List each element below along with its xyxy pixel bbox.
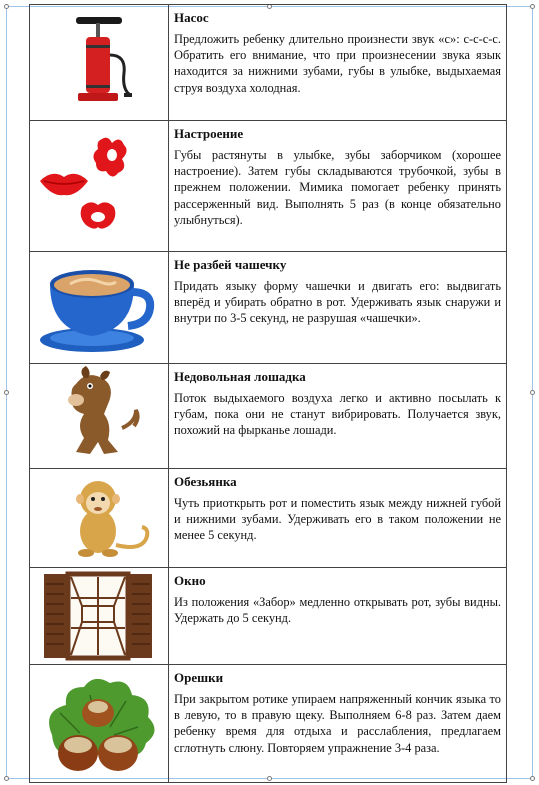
lips-icon	[30, 121, 168, 251]
exercise-text-cell	[169, 5, 507, 121]
picture-cell	[30, 364, 169, 469]
exercise-row-pump	[30, 5, 507, 121]
picture-cell	[30, 665, 169, 783]
exercise-description: Предложить ребенку длительно произнести звук «с»: с-с-с-с. Обратить его внимание, что при произнесении звука язык находится за нижними зубами, губы в улыбке, выдыхаемая струя воздуха холодная.	[174, 32, 501, 95]
picture-cell	[30, 252, 169, 364]
resize-handle-middle-left[interactable]	[4, 390, 9, 395]
picture-cell	[30, 5, 169, 121]
exercise-title: Насос	[174, 10, 209, 25]
exercise-text-cell	[169, 469, 507, 568]
exercise-description: Придать языку форму чашечки и двигать его: выдвигать вперёд и убирать обратно в рот. Удерживать язык снаружи и внутри по 3-5 секунд, не разрушая «чашечки».	[174, 279, 501, 326]
exercise-text-cell	[169, 121, 507, 252]
exercise-title: Орешки	[174, 670, 224, 685]
monkey-icon	[30, 469, 168, 567]
exercise-row-monkey	[30, 469, 507, 568]
exercise-table	[29, 4, 507, 783]
nuts-icon	[30, 665, 168, 782]
exercise-row-nuts	[30, 665, 507, 783]
exercise-description: Из положения «Забор» медленно открывать рот, зубы видны. Удержать до 5 секунд.	[174, 595, 501, 626]
exercise-row-horse	[30, 364, 507, 469]
resize-handle-middle-right[interactable]	[530, 390, 535, 395]
exercise-description: Чуть приоткрыть рот и поместить язык между нижней губой и нижними зубами. Удерживать его в таком положении не менее 5 секунд.	[174, 496, 501, 543]
resize-handle-top-left[interactable]	[4, 4, 9, 9]
exercise-row-cup	[30, 252, 507, 364]
picture-cell	[30, 121, 169, 252]
exercise-title: Не разбей чашечку	[174, 257, 287, 272]
picture-cell	[30, 469, 169, 568]
resize-handle-top-right[interactable]	[530, 4, 535, 9]
exercise-title: Недовольная лошадка	[174, 369, 306, 384]
window-icon	[30, 568, 168, 664]
exercise-title: Окно	[174, 573, 206, 588]
cup-icon	[30, 252, 168, 363]
pump-icon	[30, 5, 168, 120]
exercise-text-cell	[169, 252, 507, 364]
horse-icon	[30, 364, 168, 468]
exercise-row-window	[30, 568, 507, 665]
exercise-text-cell	[169, 568, 507, 665]
exercise-description: Поток выдыхаемого воздуха легко и активно посылать к губам, пока они не станут вибрировать. Получается звук, похожий на фырканье лошади.	[174, 391, 501, 438]
resize-handle-bottom-left[interactable]	[4, 776, 9, 781]
exercise-title: Настроение	[174, 126, 244, 141]
exercise-title: Обезьянка	[174, 474, 237, 489]
exercise-text-cell	[169, 364, 507, 469]
exercise-text-cell	[169, 665, 507, 783]
resize-handle-bottom-right[interactable]	[530, 776, 535, 781]
exercise-description: Губы растянуты в улыбке, зубы заборчиком (хорошее настроение). Затем губы складываются трубочкой, зубы в прежнем положении. Мимика помогает ребенку принять рассерженный вид. Выполнять 5 раз (в конце обязательно улыбнуться).	[174, 148, 501, 227]
picture-cell	[30, 568, 169, 665]
exercise-description: При закрытом ротике упираем напряженный кончик языка то в левую, то в правую щеку. Выполняем 6-8 раз. Затем даем ребенку время для отдыха и расслабления, предлагаем сглотнуть слюну. Повторяем упражнение 3-4 раза.	[174, 692, 501, 755]
exercise-row-mood	[30, 121, 507, 252]
